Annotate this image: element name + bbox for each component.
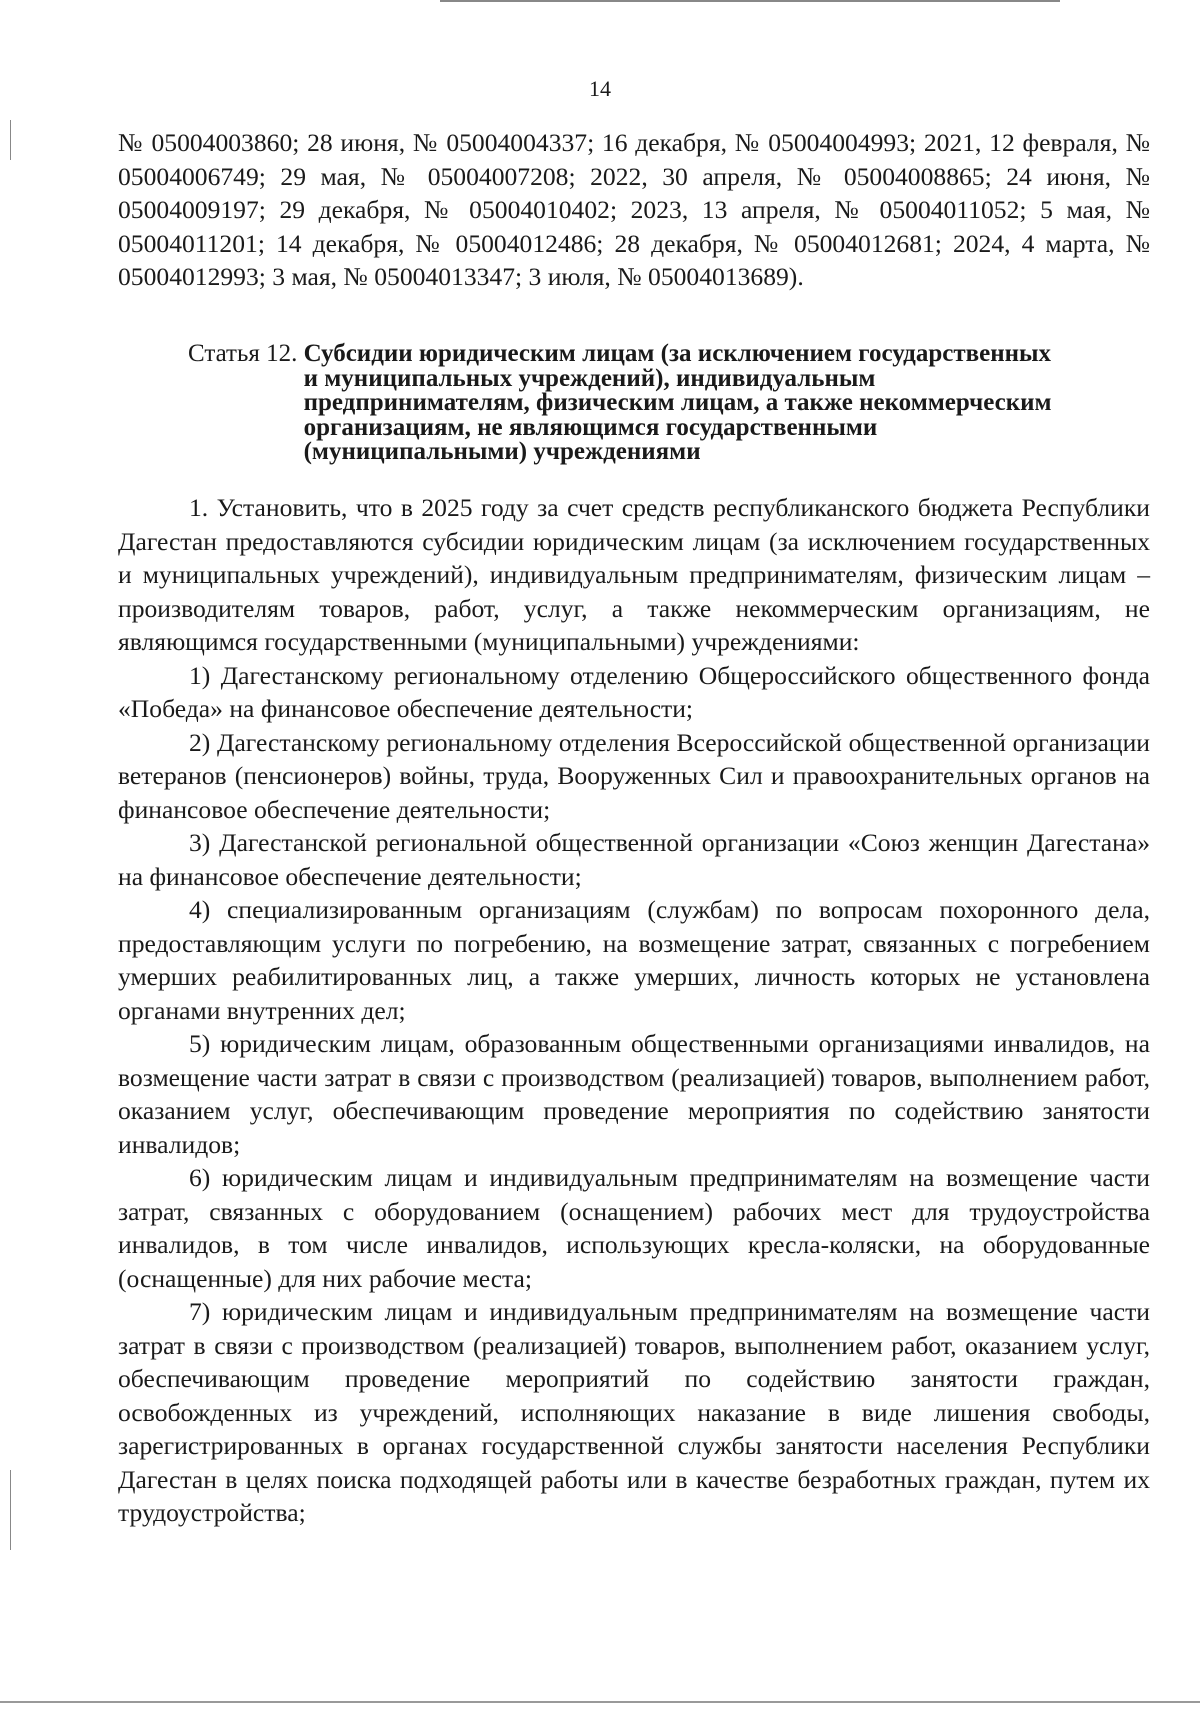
article-body xyxy=(118,491,1150,1530)
article-item-4: 4) специализированным организациям (службам) по вопросам похоронного дела, предоставляющим услуги по погребению, на возмещение затрат, связанных с погребением умерших реабилитированных лиц, а также умерших, личность которых не установлена органами внутренних дел; xyxy=(118,895,1150,1025)
scan-top-rule xyxy=(440,0,1060,2)
article-item-3: 3) Дагестанской региональной общественной организации «Союз женщин Дагестана» на финансовое обеспечение деятельности; xyxy=(118,828,1150,891)
article-item-1: 1) Дагестанскому региональному отделению Общероссийского общественного фонда «Победа» на финансовое обеспечение деятельности; xyxy=(118,660,1150,723)
article-title: Субсидии юридическим лицам (за исключением государственных и муниципальных учреждений), индивидуальным предпринимателям, физическим лицам, а также некоммерческим организациям, не являющимся государственными (муниципальными) учреждениями xyxy=(303,340,1052,465)
article-heading xyxy=(188,342,1138,465)
article-item-2: 2) Дагестанскому региональному отделения Всероссийской общественной организации ветеранов (пенсионеров) войны, труда, Вооруженных Сил и правоохранительных органов на финансовое обеспечение деятельности; xyxy=(118,727,1150,824)
page-number: 14 xyxy=(589,76,611,101)
article-paragraph-1: 1. Установить, что в 2025 году за счет средств республиканского бюджета Республики Дагестан предоставляются субсидии юридическим лицам (за исключением государственных и муниципальных учреждений), индивидуальным предпринимателям, физическим лицам – производителям товаров, работ, услуг, а также некоммерческим организациям, не являющимся государственными (муниципальными) учреждениями: xyxy=(118,493,1150,656)
article-item-6: 6) юридическим лицам и индивидуальным предпринимателям на возмещение части затрат, связанных с оборудованием (оснащением) рабочих мест для трудоустройства инвалидов, в том числе инвалидов, использующих кресла-коляски, на оборудованные (оснащенные) для них рабочие места; xyxy=(118,1163,1150,1293)
article-label: Статья 12. xyxy=(188,340,304,367)
article-item-7: 7) юридическим лицам и индивидуальным предпринимателям на возмещение части затрат в связи с производством (реализацией) товаров, выполнением работ, оказанием услуг, обеспечивающим проведение мероприятий по содействию занятости граждан, освобожденных из учреждений, исполняющих наказание в виде лишения свободы, зарегистрированных в органах государственной службы занятости населения Республики Дагестан в целях поиска подходящей работы или в качестве безработных граждан, путем их трудоустройства; xyxy=(118,1297,1150,1527)
continuation-block xyxy=(118,126,1150,294)
scan-bottom-rule xyxy=(0,1701,1200,1703)
scan-margin-mark xyxy=(10,1470,11,1550)
article-item-5: 5) юридическим лицам, образованным общественными организациями инвалидов, на возмещение части затрат в связи с производством (реализацией) товаров, выполнением работ, оказанием услуг, обеспечивающим проведение мероприятия по содействию занятости инвалидов; xyxy=(118,1029,1150,1159)
continuation-paragraph: № 05004003860; 28 июня, № 05004004337; 16 декабря, № 05004004993; 2021, 12 февраля, № 05004006749; 29 мая, № 05004007208; 2022, 30 апреля, № 05004008865; 24 июня, № 05004009197; 29 декабря, № 05004010402; 2023, 13 апреля, № 05004011052; 5 мая, № 05004011201; 14 декабря, № 05004012486; 28 декабря, № 05004012681; 2024, 4 марта, № 05004012993; 3 мая, № 05004013347; 3 июля, № 05004013689). xyxy=(118,128,1150,291)
scan-margin-mark xyxy=(10,120,11,160)
